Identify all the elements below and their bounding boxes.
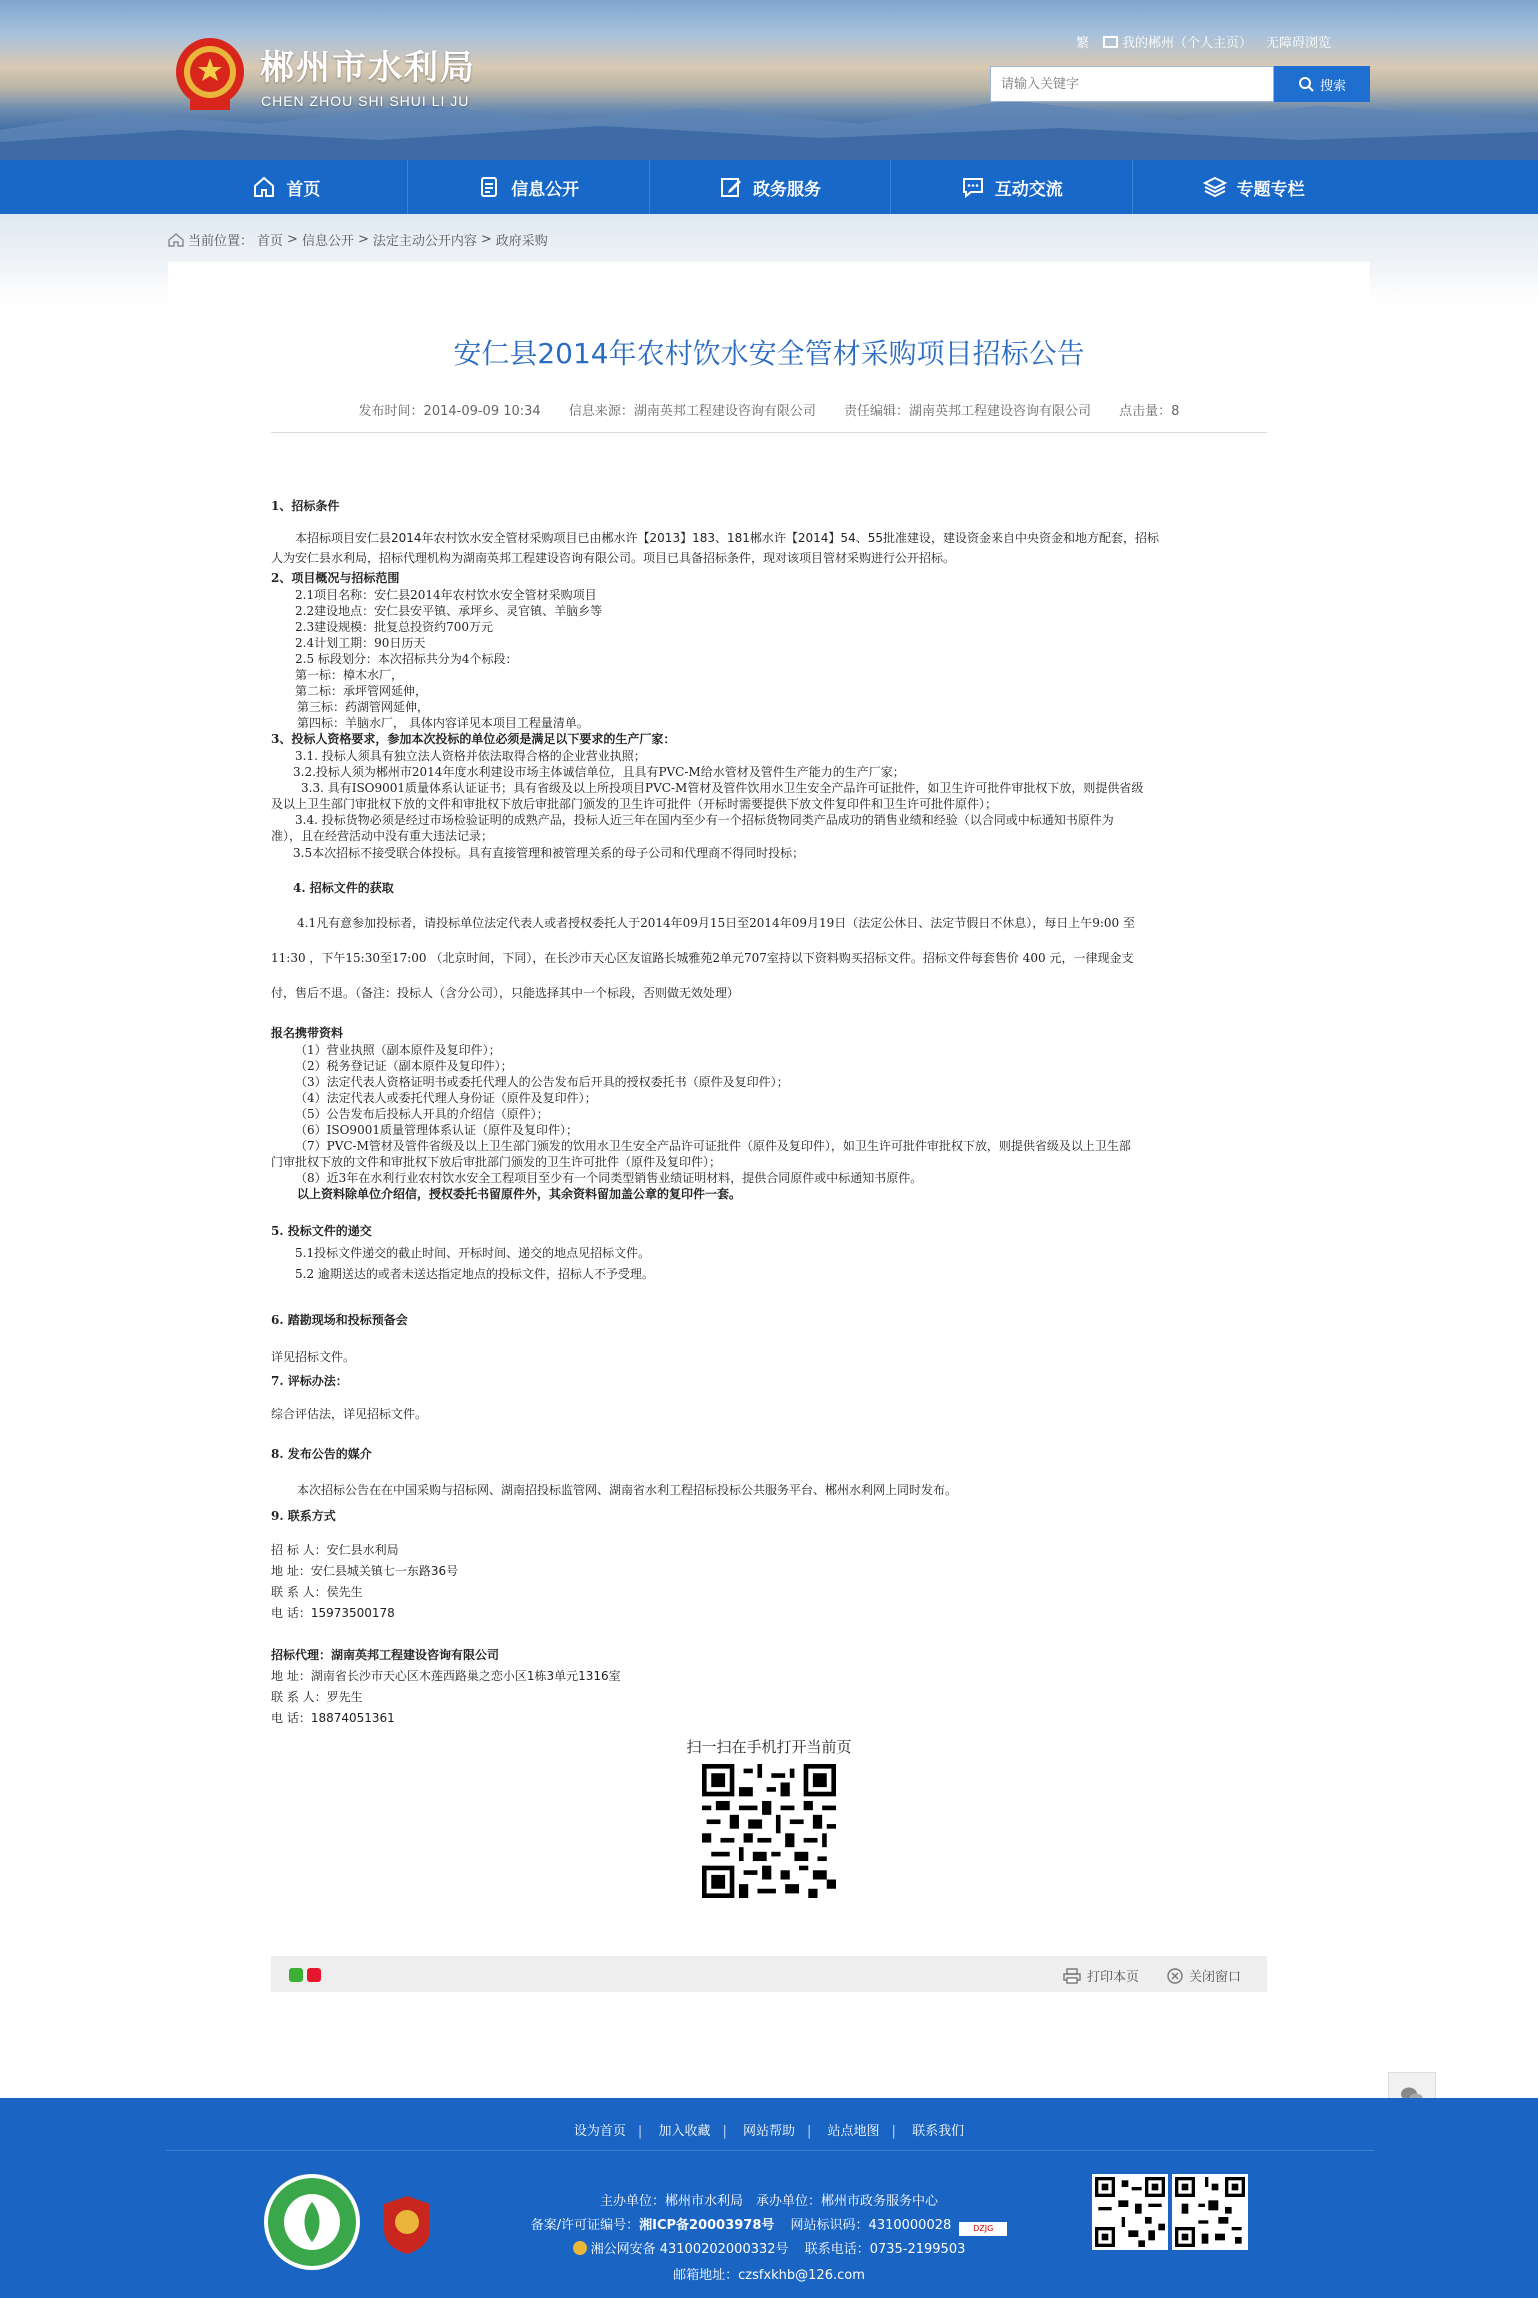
footer-divider	[166, 2150, 1374, 2151]
nav-item-label: 信息公开	[511, 179, 580, 200]
footer-phone: 联系电话：0735-2199503	[804, 2242, 966, 2257]
contact-line: 联 系 人：侯先生	[271, 1585, 363, 1599]
nav-item-info-disclosure[interactable]	[408, 160, 650, 214]
weibo-icon[interactable]	[307, 1968, 321, 1982]
paragraph-line: 2.1项目名称：安仁县2014年农村饮水安全管材采购项目	[295, 588, 597, 602]
breadcrumb	[168, 230, 548, 249]
paragraph-line: 2.2建设地点：安仁县安平镇、承坪乡、灵官镇、羊脑乡等	[295, 604, 603, 618]
article-title: 安仁县2014年农村饮水安全管材采购项目招标公告	[453, 337, 1085, 370]
footer-sep: |	[807, 2124, 812, 2139]
contact-line: 地 址：湖南省长沙市天心区木莲西路巢之恋小区1栋3单元1316室	[271, 1669, 621, 1683]
paragraph-line: （6）ISO9001质量管理体系认证（原件及复印件）；	[295, 1123, 578, 1137]
section-heading: 3、投标人资格要求，参加本次投标的单位必须是满足以下要求的生产厂家：	[271, 732, 676, 746]
main-nav	[0, 160, 1538, 214]
nav-item-special-topics[interactable]	[1133, 160, 1374, 214]
breadcrumb-info[interactable]: 信息公开	[301, 234, 354, 249]
paragraph-line: 门审批权下放的文件和审批权下放后审批部门颁发的卫生许可批件（原件及复印件）；	[271, 1155, 722, 1169]
printer-icon	[1063, 1968, 1081, 1984]
qr-label: 扫一扫在手机打开当前页	[686, 1738, 852, 1756]
nav-item-label: 互动交流	[994, 179, 1063, 200]
footer-host: 主办单位：郴州市水利局 承办单位：郴州市政务服务中心	[599, 2194, 938, 2209]
meta-editor: 责任编辑：湖南英邦工程建设咨询有限公司	[844, 404, 1092, 419]
layers-icon	[1203, 175, 1227, 199]
close-window-button[interactable]	[1167, 1966, 1241, 1985]
nav-item-label: 专题专栏	[1236, 179, 1305, 200]
footer-links	[0, 2120, 1538, 2139]
paragraph-line: （1）营业执照（副本原件及复印件）；	[295, 1043, 501, 1057]
section-heading: 5. 投标文件的递交	[271, 1224, 372, 1238]
footer-email: 邮箱地址：czsfxkhb@126.com	[673, 2268, 865, 2283]
section-heading: 报名携带资料	[271, 1026, 344, 1040]
paragraph-line: 第一标：樟木水厂，	[295, 668, 404, 682]
footer-police[interactable]: 湘公网安备 43100202000332号	[590, 2242, 789, 2257]
paragraph-line: （3）法定代表人资格证明书或委托代理人的公告发布后开具的授权委托书（原件及复印件）；	[295, 1075, 789, 1089]
contact-line: 招 标 人：安仁县水利局	[271, 1543, 399, 1557]
breadcrumb-home[interactable]: 首页	[257, 234, 284, 249]
paragraph-line: （4）法定代表人或委托代理人身份证（原件及复印件）；	[295, 1091, 597, 1105]
contact-line: 电 话：15973500178	[271, 1606, 395, 1620]
home-small-icon	[168, 233, 184, 247]
paragraph-line: 准），且在经营活动中没有重大违法记录；	[271, 829, 494, 843]
edit-icon	[719, 175, 743, 199]
site-title[interactable]: 郴州市水利局	[260, 48, 476, 88]
paragraph-line: （2）税务登记证（副本原件及复印件）；	[295, 1059, 513, 1073]
paragraph-line: 以上资料除单位介绍信，授权委托书留原件外，其余资料留加盖公章的复印件一套。	[297, 1187, 742, 1201]
paragraph-line: 付，售后不退。（备注：投标人（含分公司），只能选择其中一个标段，否则做无效处理）	[271, 986, 740, 1000]
paragraph-line: 3.5本次招标不接受联合体投标。具有直接管理和被管理关系的母子公司和代理商不得同时投标；	[293, 846, 805, 860]
nav-item-gov-services[interactable]	[650, 160, 892, 214]
my-chenzhou-label: 我的郴州（个人主页）	[1122, 36, 1253, 51]
paragraph-line: （7）PVC-M管材及管件省级及以上卫生部门颁发的饮用水卫生安全产品许可证批件（原件及复印件），如卫生许可批件审批权下放，则提供省级及以上卫生部	[295, 1139, 1131, 1153]
nav-item-home[interactable]	[166, 160, 408, 214]
section-heading: 6. 踏勘现场和投标预备会	[271, 1313, 408, 1327]
section-heading: 8. 发布公告的媒介	[271, 1447, 372, 1461]
footer-icp-prefix: 备案/许可证编号：	[530, 2218, 640, 2233]
print-label: 打印本页	[1087, 1970, 1140, 1985]
paragraph-line: 第四标：羊脑水厂， 具体内容详见本项目工程量清单。	[297, 716, 589, 730]
contact-line: 联 系 人：罗先生	[271, 1690, 363, 1704]
paragraph-line: （5）公告发布后投标人开具的介绍信（原件）；	[295, 1107, 549, 1121]
dzjg-badge[interactable]: DZJG	[959, 2222, 1007, 2236]
footer-site-id: 网站标识码：4310000028	[790, 2218, 952, 2233]
national-emblem-icon	[172, 34, 248, 114]
meta-date: 发布时间：2014-09-09 10:34	[358, 404, 541, 419]
breadcrumb-sep: >	[480, 232, 492, 247]
footer-icp-row	[0, 2214, 1538, 2236]
contact-line: 地 址：安仁县城关镇七一东路36号	[271, 1564, 459, 1578]
footer-link-contact[interactable]: 联系我们	[912, 2124, 965, 2139]
footer-sep: |	[891, 2124, 896, 2139]
police-badge-icon	[573, 2241, 587, 2255]
breadcrumb-sep: >	[357, 232, 369, 247]
traditional-chinese-link[interactable]: 繁	[1076, 36, 1090, 51]
nav-item-label: 首页	[286, 179, 321, 200]
footer-police-row	[0, 2238, 1538, 2257]
footer-qr-code-icon	[1092, 2174, 1168, 2250]
search-button-label: 搜索	[1319, 78, 1346, 94]
share-icons	[289, 1968, 321, 1982]
section-heading: 2、项目概况与招标范围	[271, 571, 400, 585]
paragraph-line: 5.2 逾期送达的或者未送达指定地点的投标文件，招标人不予受理。	[295, 1267, 654, 1281]
paragraph-line: 2.5 标段划分：本次招标共分为4个标段：	[295, 652, 518, 666]
footer-link-help[interactable]: 网站帮助	[742, 2124, 795, 2139]
site-footer	[0, 2098, 1538, 2298]
paragraph-line: 详见招标文件。	[271, 1350, 356, 1364]
site-pinyin: CHEN ZHOU SHI SHUI LI JU	[261, 93, 470, 109]
section-heading: 7. 评标办法：	[271, 1374, 348, 1388]
chat-icon	[961, 175, 985, 199]
breadcrumb-sep: >	[287, 232, 298, 247]
paragraph-line: 综合评估法，详见招标文件。	[271, 1407, 428, 1421]
breadcrumb-prefix: 当前位置：	[188, 234, 254, 249]
paragraph-line: 本次招标公告在在中国采购与招标网、湖南招投标监管网、湖南省水利工程招标投标公共服务平台、郴州水利网上同时发布。	[297, 1483, 958, 1497]
contact-line: 招标代理：湖南英邦工程建设咨询有限公司	[271, 1648, 500, 1662]
paragraph-line: 3.4. 投标货物必须是经过市场检验证明的成熟产品，投标人近三年在国内至少有一个招标货物同类产品成功的销售业绩和经验（以合同或中标通知书原件为	[295, 813, 1114, 827]
footer-link-favorite[interactable]: 加入收藏	[658, 2124, 711, 2139]
paragraph-line: 第三标：药湖管网延伸，	[297, 700, 430, 714]
print-button[interactable]	[1063, 1966, 1139, 1985]
footer-link-set-home[interactable]: 设为首页	[573, 2124, 626, 2139]
home-icon	[252, 175, 276, 199]
paragraph-line: 11:30 ，下午15:30至17:00 （北京时间，下同），在长沙市天心区友谊路长城雅苑2单元707室持以下资料购买招标文件。招标文件每套售价 400 元，一律现金支	[271, 951, 1134, 965]
paragraph-line: 及以上卫生部门审批权下放的文件和审批权下放后审批部门颁发的卫生许可批件（开标时需要提供下放文件复印件和卫生许可批件原件）；	[271, 797, 998, 811]
meta-source: 信息来源：湖南英邦工程建设咨询有限公司	[568, 404, 816, 419]
paragraph-line: （8）近3年在水利行业农村饮水安全工程项目至少有一个同类型销售业绩证明材料，提供合同原件或中标通知书原件。	[295, 1171, 923, 1185]
share-bar	[271, 1956, 1267, 1992]
search-box	[990, 66, 1370, 102]
search-button[interactable]	[1274, 66, 1370, 102]
close-label: 关闭窗口	[1189, 1970, 1242, 1985]
footer-link-sitemap[interactable]: 站点地图	[827, 2124, 880, 2139]
footer-sep: |	[637, 2124, 643, 2139]
footer-qr-code-icon	[1172, 2174, 1248, 2250]
section-heading: 4. 招标文件的获取	[293, 881, 394, 895]
search-input[interactable]	[990, 66, 1274, 102]
monitor-icon	[1103, 36, 1118, 48]
qr-code-icon	[702, 1764, 836, 1898]
section-heading: 9. 联系方式	[271, 1509, 336, 1523]
nav-item-label: 政务服务	[752, 179, 821, 200]
paragraph-line: 3.2.投标人须为郴州市2014年度水利建设市场主体诚信单位，且具有PVC-M给水管材及管件生产能力的生产厂家；	[293, 765, 905, 779]
accessibility-link[interactable]: 无障碍浏览	[1266, 36, 1332, 51]
paragraph-line: 5.1投标文件递交的截止时间、开标时间、递交的地点见招标文件。	[295, 1246, 651, 1260]
wechat-icon[interactable]	[289, 1968, 303, 1982]
article-meta	[0, 400, 1538, 419]
breadcrumb-legal[interactable]: 法定主动公开内容	[372, 234, 477, 249]
site-header	[0, 0, 1538, 160]
meta-clicks: 点击量：8	[1119, 404, 1180, 419]
document-icon	[477, 175, 501, 199]
paragraph-line: 第二标：承坪管网延伸，	[295, 684, 428, 698]
paragraph-line: 2.3建设规模：批复总投资约700万元	[295, 620, 493, 634]
my-chenzhou-link[interactable]	[1103, 32, 1252, 51]
paragraph-line: 3.1. 投标人须具有独立法人资格并依法取得合格的企业营业执照；	[295, 749, 646, 763]
meta-divider	[271, 432, 1267, 433]
paragraph-line: 4.1凡有意参加投标者，请投标单位法定代表人或者授权委托人于2014年09月15日至2014年09月19日（法定公休日、法定节假日不休息），每日上午9:00 至	[297, 916, 1136, 930]
search-icon	[1298, 76, 1314, 92]
top-links	[1076, 32, 1331, 51]
paragraph-line: 本招标项目安仁县2014年农村饮水安全管材采购项目已由郴水许【2013】183、181郴水许【2014】54、55批准建设，建设资金来自中央资金和地方配套，招标	[295, 531, 1159, 545]
paragraph-line: 人为安仁县水利局，招标代理机构为湖南英邦工程建设咨询有限公司。项目已具备招标条件，现对该项目管材采购进行公开招标。	[271, 551, 956, 565]
paragraph-line: 3.3. 具有ISO9001质量体系认证证书；具有省级及以上所投项目PVC-M管材及管件饮用水卫生安全产品许可证批件，如卫生许可批件审批权下放，则提供省级	[301, 781, 1144, 795]
close-icon	[1167, 1968, 1183, 1984]
section-heading: 1、招标条件	[271, 499, 340, 513]
paragraph-line: 2.4计划工期：90日历天	[295, 636, 426, 650]
nav-item-interaction[interactable]	[891, 160, 1133, 214]
footer-icp[interactable]: 湘ICP备20003978号	[639, 2218, 775, 2233]
footer-sep: |	[722, 2124, 727, 2139]
breadcrumb-procurement[interactable]: 政府采购	[495, 234, 548, 249]
contact-line: 电 话：18874051361	[271, 1711, 395, 1725]
